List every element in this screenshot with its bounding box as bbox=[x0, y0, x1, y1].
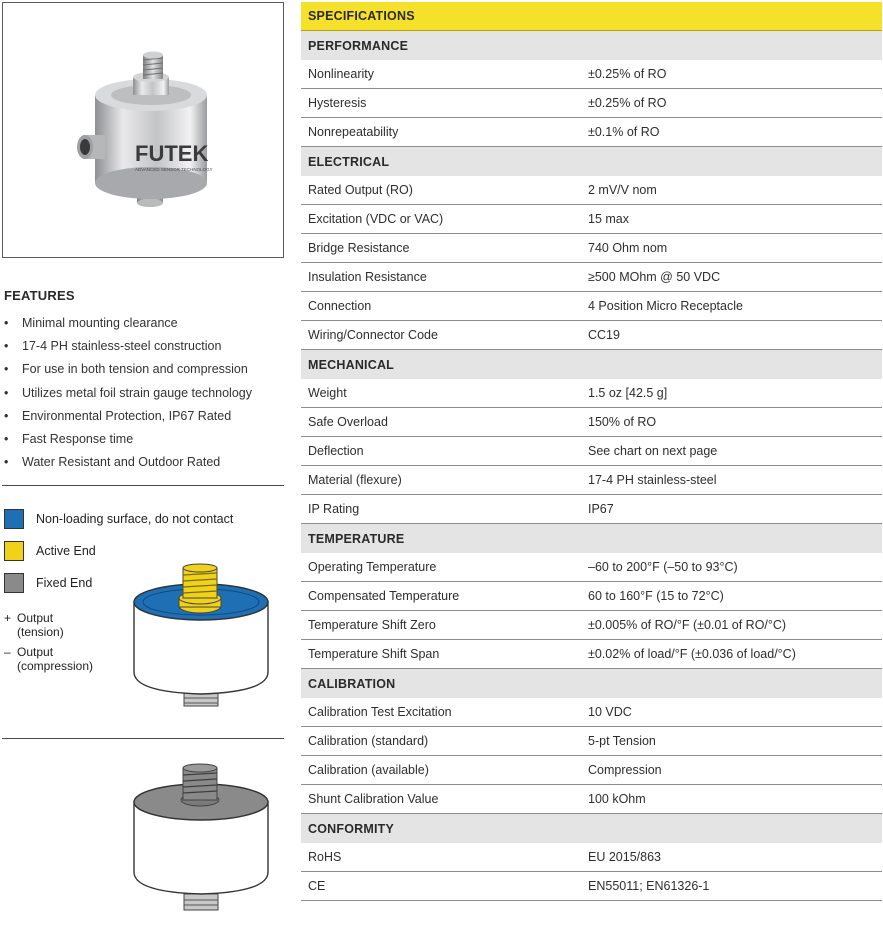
spec-value: 150% of RO bbox=[588, 415, 657, 429]
spec-label: IP Rating bbox=[308, 502, 360, 516]
spec-row bbox=[301, 118, 882, 147]
legend-non-loading bbox=[4, 509, 233, 529]
spec-row bbox=[301, 553, 882, 582]
spec-value: EN55011; EN61326-1 bbox=[588, 879, 710, 893]
feature-item: • Utilizes metal foil strain gauge technology bbox=[4, 385, 252, 400]
feature-item: • Minimal mounting clearance bbox=[4, 316, 178, 330]
spec-value: 15 max bbox=[588, 212, 629, 226]
legend-label: Active End bbox=[36, 544, 96, 558]
specifications-table bbox=[301, 2, 882, 901]
spec-value: ±0.02% of load/°F (±0.036 of load/°C) bbox=[588, 647, 796, 661]
spec-label: RoHS bbox=[308, 850, 342, 864]
spec-value: ±0.25% of RO bbox=[588, 67, 667, 81]
spec-value: Compression bbox=[588, 763, 662, 777]
blue-swatch bbox=[4, 509, 24, 529]
spec-section-performance: PERFORMANCE bbox=[301, 31, 882, 60]
spec-label: Weight bbox=[308, 386, 347, 400]
spec-row bbox=[301, 263, 882, 292]
spec-label: Calibration (available) bbox=[308, 763, 429, 777]
svg-text:ADVANCED SENSOR TECHNOLOGY: ADVANCED SENSOR TECHNOLOGY bbox=[135, 167, 213, 172]
feature-item: • Water Resistant and Outdoor Rated bbox=[4, 455, 221, 470]
spec-value: ±0.005% of RO/°F (±0.01 of RO/°C) bbox=[588, 618, 787, 632]
spec-value: –60 to 200°F (–50 to 93°C) bbox=[588, 560, 738, 574]
spec-label: Nonlinearity bbox=[308, 67, 375, 81]
spec-value: CC19 bbox=[588, 328, 620, 342]
feature-item: • Environmental Protection, IP67 Rated bbox=[4, 408, 232, 423]
legend-label: Fixed End bbox=[36, 576, 93, 590]
spec-value: 10 VDC bbox=[588, 705, 632, 719]
spec-row bbox=[301, 466, 882, 495]
spec-row bbox=[301, 321, 882, 350]
futek-logo: FUTEK bbox=[135, 141, 209, 166]
divider bbox=[2, 485, 284, 486]
spec-row bbox=[301, 843, 882, 872]
spec-value: 100 kOhm bbox=[588, 792, 646, 806]
load-cell-photo bbox=[3, 3, 284, 258]
spec-value: See chart on next page bbox=[588, 444, 718, 458]
spec-value: 2 mV/V nom bbox=[588, 183, 657, 197]
spec-label: Safe Overload bbox=[308, 415, 388, 429]
spec-section-calibration: CALIBRATION bbox=[301, 669, 882, 698]
features-title: FEATURES bbox=[4, 288, 75, 303]
divider bbox=[2, 738, 284, 739]
spec-row bbox=[301, 292, 882, 321]
fixed-end-diagram bbox=[130, 760, 290, 912]
spec-value: ±0.25% of RO bbox=[588, 96, 667, 110]
spec-row bbox=[301, 89, 882, 118]
spec-label: Bridge Resistance bbox=[308, 241, 410, 255]
spec-row bbox=[301, 176, 882, 205]
spec-row bbox=[301, 495, 882, 524]
output-tension-label: + Output (tension) bbox=[4, 611, 64, 639]
legend-active-end bbox=[4, 541, 96, 561]
spec-label: Wiring/Connector Code bbox=[308, 328, 438, 342]
spec-label: Hysteresis bbox=[308, 96, 367, 110]
yellow-swatch bbox=[4, 541, 24, 561]
spec-row bbox=[301, 640, 882, 669]
spec-label: Connection bbox=[308, 299, 372, 313]
spec-section-electrical: ELECTRICAL bbox=[301, 147, 882, 176]
feature-item: • For use in both tension and compression bbox=[4, 362, 248, 377]
spec-row bbox=[301, 756, 882, 785]
output-compression-label: – Output (compression) bbox=[4, 645, 94, 673]
spec-row bbox=[301, 437, 882, 466]
spec-section-conformity: CONFORMITY bbox=[301, 814, 882, 843]
spec-label: Calibration (standard) bbox=[308, 734, 429, 748]
spec-row bbox=[301, 698, 882, 727]
spec-value: 740 Ohm nom bbox=[588, 241, 668, 255]
spec-label: Nonrepeatability bbox=[308, 125, 399, 139]
spec-label: Calibration Test Excitation bbox=[308, 705, 452, 719]
features-list bbox=[4, 312, 288, 474]
spec-row bbox=[301, 872, 882, 901]
spec-row bbox=[301, 727, 882, 756]
spec-row bbox=[301, 611, 882, 640]
gray-swatch bbox=[4, 573, 24, 593]
spec-label: Material (flexure) bbox=[308, 473, 402, 487]
spec-value: 5-pt Tension bbox=[588, 734, 656, 748]
spec-value: IP67 bbox=[588, 502, 614, 516]
spec-value: 17-4 PH stainless-steel bbox=[588, 473, 717, 487]
spec-section-temperature: TEMPERATURE bbox=[301, 524, 882, 553]
spec-label: Temperature Shift Span bbox=[308, 647, 440, 661]
spec-label: Excitation (VDC or VAC) bbox=[308, 212, 444, 226]
spec-row bbox=[301, 205, 882, 234]
legend-fixed-end bbox=[4, 573, 92, 593]
spec-value: 1.5 oz [42.5 g] bbox=[588, 386, 668, 400]
feature-item: • 17-4 PH stainless-steel construction bbox=[4, 339, 222, 354]
spec-label: Operating Temperature bbox=[308, 560, 437, 574]
spec-row bbox=[301, 379, 882, 408]
spec-section-mechanical: MECHANICAL bbox=[301, 350, 882, 379]
feature-item: • Fast Response time bbox=[4, 432, 134, 447]
spec-label: Temperature Shift Zero bbox=[308, 618, 436, 632]
spec-value: 4 Position Micro Receptacle bbox=[588, 299, 743, 313]
active-end-diagram bbox=[130, 562, 290, 714]
spec-row bbox=[301, 60, 882, 89]
spec-row bbox=[301, 582, 882, 611]
spec-row bbox=[301, 234, 882, 263]
specifications-header: SPECIFICATIONS bbox=[301, 2, 882, 31]
spec-label: Rated Output (RO) bbox=[308, 183, 413, 197]
spec-value: ±0.1% of RO bbox=[588, 125, 660, 139]
spec-label: CE bbox=[308, 879, 326, 893]
spec-label: Compensated Temperature bbox=[308, 589, 460, 603]
spec-value: 60 to 160°F (15 to 72°C) bbox=[588, 589, 724, 603]
spec-label: Insulation Resistance bbox=[308, 270, 427, 284]
spec-value: EU 2015/863 bbox=[588, 850, 661, 864]
product-photo bbox=[2, 2, 284, 258]
spec-label: Shunt Calibration Value bbox=[308, 792, 439, 806]
spec-row bbox=[301, 785, 882, 814]
spec-label: Deflection bbox=[308, 444, 364, 458]
legend-label: Non-loading surface, do not contact bbox=[36, 512, 234, 526]
spec-value: ≥500 MOhm @ 50 VDC bbox=[588, 270, 721, 284]
spec-row bbox=[301, 408, 882, 437]
